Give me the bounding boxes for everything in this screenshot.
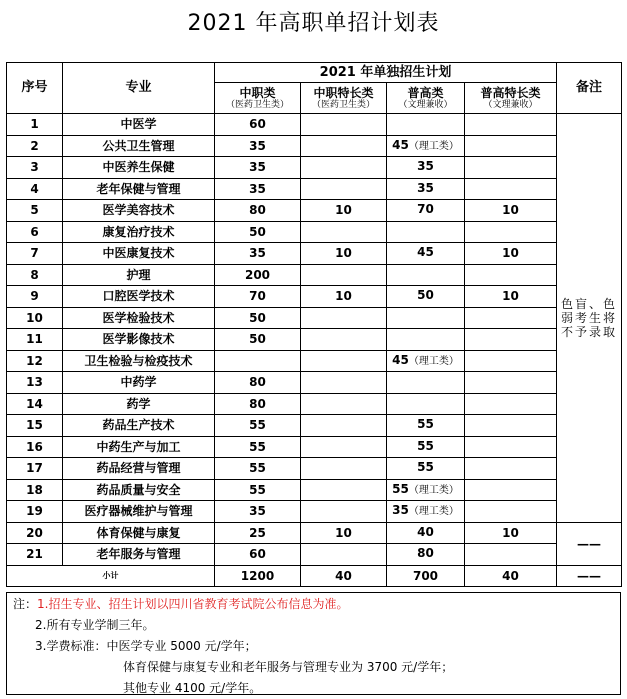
row-pg-value: 55 [392,481,409,496]
row-pg [387,372,465,394]
row-major: 药学 [63,393,215,415]
row-pgtc: 10 [465,286,557,308]
table-row [7,458,622,480]
row-seq: 19 [7,501,63,523]
row-pgtc [465,372,557,394]
row-pg-value: 45 [392,352,409,367]
table-row [7,436,622,458]
total-row [7,565,622,587]
table-row [7,522,622,544]
row-pgtc [465,157,557,179]
page-title: 2021 年高职单招计划表 [187,11,440,36]
row-pgtc [465,479,557,501]
row-zz: 80 [215,200,301,222]
row-pgtc [465,393,557,415]
row-zz: 55 [215,415,301,437]
row-zztc [301,350,387,372]
table-row [7,350,622,372]
row-seq: 13 [7,372,63,394]
row-pg-value: 55 [417,417,434,432]
note-5: 其他专业 4100 元/学年。 [123,681,262,695]
row-seq: 4 [7,178,63,200]
table-row [7,307,622,329]
row-major: 中医养生保健 [63,157,215,179]
row-major: 医学影像技术 [63,329,215,351]
row-zztc: 10 [301,243,387,265]
row-seq: 20 [7,522,63,544]
row-pgtc [465,135,557,157]
row-seq: 2 [7,135,63,157]
table-row [7,264,622,286]
row-pgtc [465,415,557,437]
row-major: 医学美容技术 [63,200,215,222]
table-row [7,479,622,501]
row-pgtc [465,114,557,136]
row-zztc [301,436,387,458]
row-pgtc [465,350,557,372]
row-zz: 60 [215,544,301,566]
row-zz: 35 [215,135,301,157]
header-col-pgtc: 普高特长类 （文理兼收） [465,83,557,114]
row-zztc [301,479,387,501]
row-major: 卫生检验与检疫技术 [63,350,215,372]
row-zz: 35 [215,243,301,265]
row-seq: 9 [7,286,63,308]
table-row [7,372,622,394]
row-zz: 200 [215,264,301,286]
row-pg-note: （理工类） [408,140,459,152]
table-row [7,178,622,200]
row-major: 老年保健与管理 [63,178,215,200]
row-zz: 35 [215,178,301,200]
row-pgtc: 10 [465,522,557,544]
row-seq: 14 [7,393,63,415]
row-zztc [301,264,387,286]
row-pg [387,522,465,544]
row-pg [387,436,465,458]
row-seq: 5 [7,200,63,222]
row-pg-note: （理工类） [408,506,459,518]
row-zztc [301,458,387,480]
table-row [7,501,622,523]
row-pgtc [465,221,557,243]
table-row [7,221,622,243]
row-major: 医学检验技术 [63,307,215,329]
row-zztc: 10 [301,522,387,544]
row-seq: 8 [7,264,63,286]
row-pgtc [465,436,557,458]
row-pg-value: 35 [392,503,409,518]
note-4: 体育保健与康复专业和老年服务与管理专业为 3700 元/学年； [123,660,454,674]
row-major: 医疗器械维护与管理 [63,501,215,523]
row-pg [387,415,465,437]
total-label: 小计 [7,565,215,587]
row-major: 中药学 [63,372,215,394]
row-pg [387,243,465,265]
row-zz: 35 [215,157,301,179]
table-row [7,544,622,566]
header-col-pg: 普高类 （文理兼收） [387,83,465,114]
row-pg [387,329,465,351]
row-pg [387,479,465,501]
row-seq: 15 [7,415,63,437]
row-major: 中药生产与加工 [63,436,215,458]
row-pgtc: 10 [465,200,557,222]
table-row [7,243,622,265]
row-zztc [301,178,387,200]
row-seq: 6 [7,221,63,243]
row-major: 口腔医学技术 [63,286,215,308]
row-seq: 18 [7,479,63,501]
row-pg-note: （理工类） [408,484,459,496]
row-pg-value: 50 [417,288,434,303]
row-pg [387,501,465,523]
row-pg [387,157,465,179]
row-zz: 50 [215,329,301,351]
row-major: 体育保健与康复 [63,522,215,544]
row-pgtc [465,307,557,329]
row-zz: 50 [215,221,301,243]
row-zztc: 10 [301,200,387,222]
row-zz: 60 [215,114,301,136]
row-pgtc [465,501,557,523]
total-pgtc: 40 [465,565,557,587]
row-seq: 3 [7,157,63,179]
row-zz: 70 [215,286,301,308]
row-pgtc [465,178,557,200]
row-seq: 1 [7,114,63,136]
row-seq: 21 [7,544,63,566]
note-1: 1.招生专业、招生计划以四川省教育考试院公布信息为准。 [37,597,349,611]
row-major: 中医学 [63,114,215,136]
row-pg [387,458,465,480]
table-row [7,415,622,437]
row-zztc [301,415,387,437]
total-zz: 1200 [215,565,301,587]
row-zztc: 10 [301,286,387,308]
row-pgtc [465,458,557,480]
header-remarks: 备注 [557,63,622,114]
row-zztc [301,393,387,415]
row-zztc [301,329,387,351]
row-pg [387,544,465,566]
total-remark: —— [557,565,622,587]
row-pg-value: 35 [417,180,434,195]
row-pg [387,114,465,136]
notes-box [6,592,621,695]
row-major: 药品经营与管理 [63,458,215,480]
row-seq: 12 [7,350,63,372]
row-zz: 35 [215,501,301,523]
header-col-zztc: 中职特长类 （医药卫生类） [301,83,387,114]
admission-plan-table [6,62,622,587]
remarks-dash: —— [557,522,622,565]
table-row [7,393,622,415]
row-pgtc [465,264,557,286]
note-3: 3.学费标准：中医学专业 5000 元/学年； [35,639,257,653]
row-zz: 55 [215,458,301,480]
table-row [7,286,622,308]
row-zztc [301,157,387,179]
row-zztc [301,544,387,566]
row-pg [387,393,465,415]
row-zz: 55 [215,436,301,458]
table-row [7,114,622,136]
row-zz: 80 [215,393,301,415]
row-pg-value: 55 [417,460,434,475]
row-pg-value: 40 [417,524,434,539]
header-col-zz: 中职类 （医药卫生类） [215,83,301,114]
header-seq: 序号 [7,63,63,114]
table-row [7,135,622,157]
row-seq: 10 [7,307,63,329]
row-seq: 7 [7,243,63,265]
row-pg-value: 45 [417,245,434,260]
row-zztc [301,221,387,243]
remarks-cell: 色盲、色弱考生将不予录取 [557,114,622,523]
row-seq: 17 [7,458,63,480]
row-pgtc [465,329,557,351]
row-seq: 11 [7,329,63,351]
row-pg [387,286,465,308]
row-zz: 55 [215,479,301,501]
row-pg-value: 80 [417,546,434,561]
row-pg [387,200,465,222]
row-pg [387,178,465,200]
row-zz: 80 [215,372,301,394]
row-pg-note: （理工类） [408,355,459,367]
row-zz [215,350,301,372]
table-row [7,157,622,179]
row-zz: 50 [215,307,301,329]
table-row [7,200,622,222]
row-pgtc [465,544,557,566]
row-zz: 25 [215,522,301,544]
row-major: 老年服务与管理 [63,544,215,566]
row-major: 药品质量与安全 [63,479,215,501]
row-zztc [301,501,387,523]
note-2: 2.所有专业学制三年。 [35,618,155,632]
row-major: 康复治疗技术 [63,221,215,243]
row-zztc [301,114,387,136]
row-pg [387,135,465,157]
notes-prefix: 注： [13,597,38,611]
row-pg [387,307,465,329]
table-body [7,114,622,587]
row-pg [387,350,465,372]
row-pg-value: 70 [417,202,434,217]
row-pg [387,221,465,243]
table-row [7,329,622,351]
header-plan-group: 2021 年单独招生计划 [215,63,557,83]
row-major: 中医康复技术 [63,243,215,265]
row-pg-value: 45 [392,137,409,152]
total-zztc: 40 [301,565,387,587]
header-major: 专业 [63,63,215,114]
row-seq: 16 [7,436,63,458]
row-pg-value: 55 [417,438,434,453]
row-zztc [301,372,387,394]
row-zztc [301,307,387,329]
row-major: 公共卫生管理 [63,135,215,157]
row-zztc [301,135,387,157]
row-major: 护理 [63,264,215,286]
row-pg-value: 35 [417,159,434,174]
row-pg [387,264,465,286]
total-pg: 700 [387,565,465,587]
row-pgtc: 10 [465,243,557,265]
row-major: 药品生产技术 [63,415,215,437]
